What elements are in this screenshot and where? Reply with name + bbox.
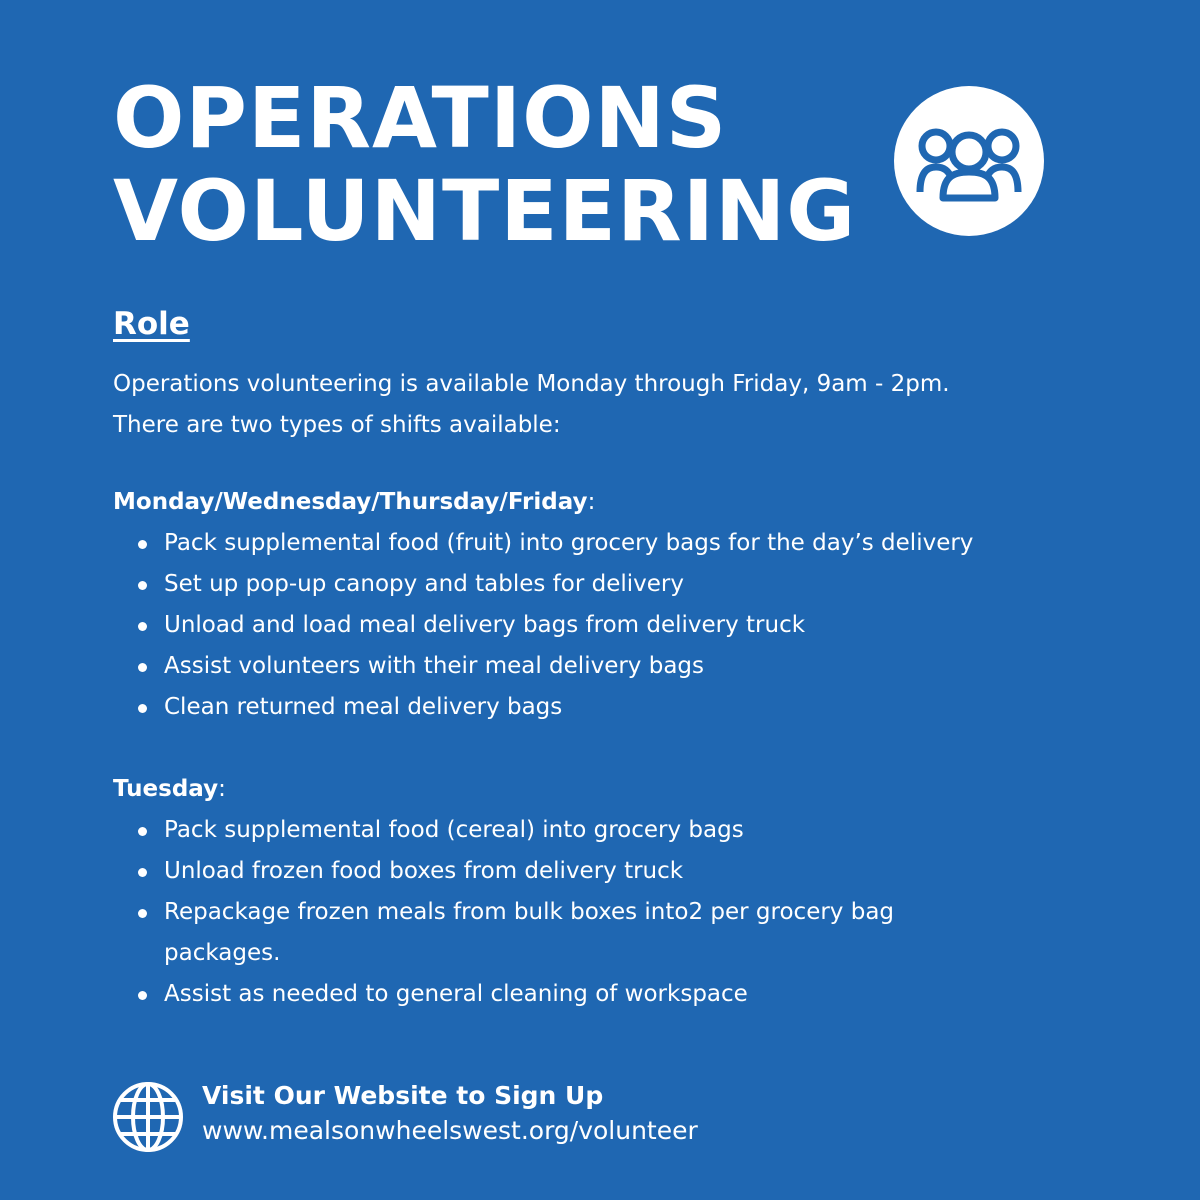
shift-suffix: : xyxy=(218,776,226,802)
list-item: Unload frozen food boxes from delivery truck xyxy=(113,851,994,892)
list-item: Pack supplemental food (fruit) into grocery bags for the day’s delivery xyxy=(113,523,973,564)
role-intro-line-1: Operations volunteering is available Monday through Friday, 9am - 2pm. xyxy=(113,371,950,397)
footer-cta: Visit Our Website to Sign Up xyxy=(202,1081,604,1110)
title-line-2: VOLUNTEERING xyxy=(113,162,857,260)
role-intro-line-2: There are two types of shifts available: xyxy=(113,412,561,438)
shift-days: Monday/Wednesday/Thursday/Friday xyxy=(113,489,588,515)
footer xyxy=(202,1078,698,1148)
page-title xyxy=(113,69,857,260)
list-item: Assist volunteers with their meal delivery bags xyxy=(113,646,973,687)
list-item: Clean returned meal delivery bags xyxy=(113,687,973,728)
list-item: Unload and load meal delivery bags from delivery truck xyxy=(113,605,973,646)
title-line-1: OPERATIONS xyxy=(113,69,728,167)
list-item: Repackage frozen meals from bulk boxes into2 per grocery bag packages. xyxy=(113,892,994,974)
shift-task-list-tuesday xyxy=(113,810,994,1015)
globe-icon xyxy=(112,1081,184,1157)
list-item: Pack supplemental food (cereal) into grocery bags xyxy=(113,810,994,851)
shift-suffix: : xyxy=(587,489,596,515)
footer-url[interactable]: www.mealsonwheelswest.org/volunteer xyxy=(202,1116,698,1145)
shift-days: Tuesday xyxy=(113,776,219,802)
people-group-icon xyxy=(894,86,1044,236)
role-intro xyxy=(113,364,950,446)
role-heading: Role xyxy=(113,306,190,342)
shift-heading-mwthf xyxy=(113,482,595,523)
shift-task-list-mwthf xyxy=(113,523,973,728)
list-item: Assist as needed to general cleaning of workspace xyxy=(113,974,994,1015)
shift-heading-tuesday xyxy=(113,769,226,810)
list-item: Set up pop-up canopy and tables for delivery xyxy=(113,564,973,605)
